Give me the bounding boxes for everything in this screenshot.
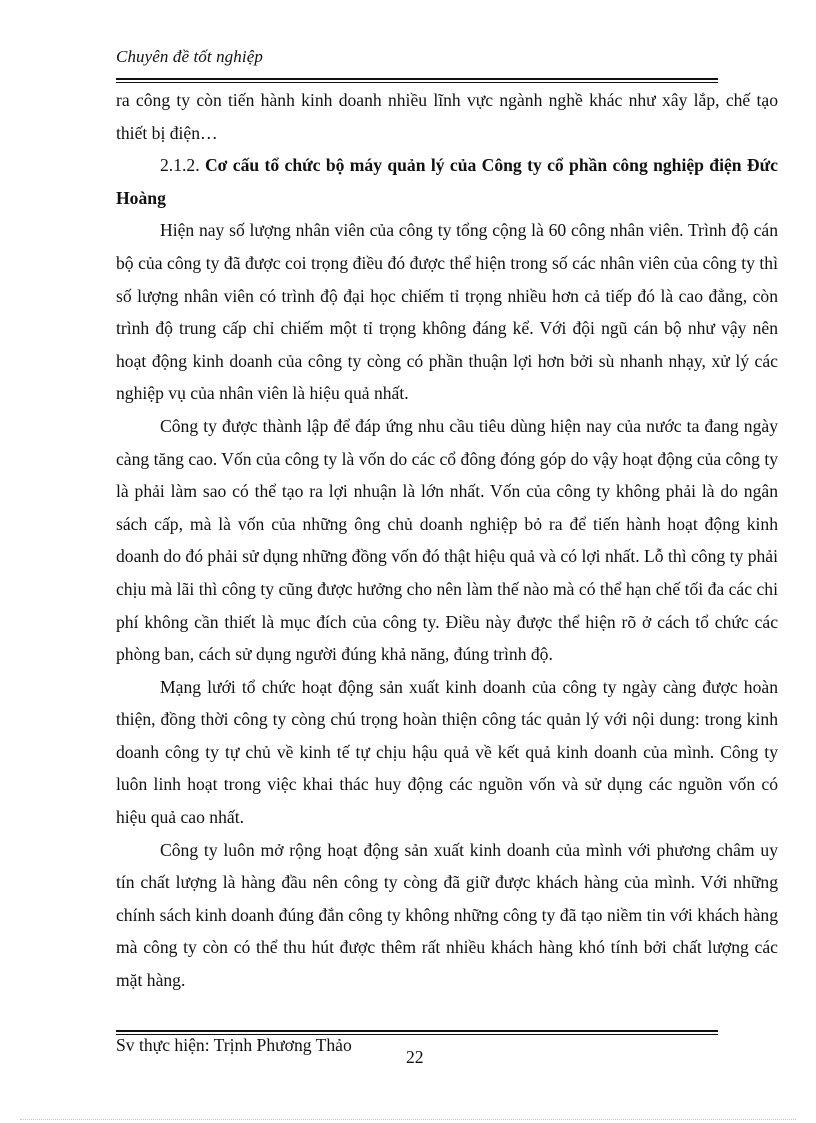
document-body: [116, 84, 778, 997]
section-number: 2.1.2.: [160, 155, 200, 176]
paragraph-capital: Công ty được thành lập để đáp ứng nhu cầu tiêu dùng hiện nay của nước ta đang ngày càng tăng cao. Vốn của công ty là vốn do các cổ đông đóng góp do vậy hoạt động của công ty là phải làm sao có thể tạo ra lợi nhuận là lớn nhất. Vốn của công ty không phải là do ngân sách cấp, mà là vốn của những ông chủ doanh nghiệp bỏ ra để tiến hành hoạt động kinh doanh do đó phải sử dụng những đồng vốn đó thật hiệu quả và có lợi nhất. Lỗ thì công ty phải chịu mà lãi thì công ty cũng được hưởng cho nên làm thế nào mà có thể hạn chế tối đa các chi phí không cần thiết là mục đích của công ty. Điều này được thể hiện rõ ở cách tổ chức các phòng ban, cách sử dụng người đúng khả năng, đúng trình độ.: [116, 415, 778, 665]
page-edge: [20, 1119, 796, 1120]
paragraph-continuation: ra công ty còn tiến hành kinh doanh nhiều lĩnh vực ngành nghề khác như xây lắp, chế tạo thiết bị điện…: [116, 90, 778, 143]
paragraph-network: Mạng lưới tổ chức hoạt động sản xuất kinh doanh của công ty ngày càng được hoàn thiện, đồng thời công ty còng chú trọng hoàn thiện công tác quản lý với nội dung: trong kinh doanh công ty tự chủ về kinh tế tự chịu hậu quả về kết quả kinh doanh của mình. Công ty luôn linh hoạt trong việc khai thác huy động các nguồn vốn và sử dụng các nguồn vốn có hiệu quả cao nhất.: [116, 676, 778, 828]
document-header-title: Chuyên đề tốt nghiệp: [116, 47, 263, 66]
section-heading: [116, 149, 778, 214]
paragraph-staff: Hiện nay số lượng nhân viên của công ty tổng cộng là 60 công nhân viên. Trình độ cán bộ của công ty đã được coi trọng điều đó được thể hiện trong số các nhân viên của công ty thì số lượng nhân viên có trình độ đại học chiếm tỉ trọng nhiều hơn cả tiếp đó là cao đẳng, còn trình độ trung cấp chỉ chiếm một tỉ trọng không đáng kể. Với đội ngũ cán bộ như vậy nên hoạt động kinh doanh của công ty còng có phần thuận lợi hơn bởi sù nhanh nhạy, xử lý các nghiệp vụ của nhân viên là hiệu quả nhất.: [116, 220, 778, 404]
page-number: 22: [406, 1047, 424, 1067]
section-title: Cơ cấu tổ chức bộ máy quản lý của Công ty cổ phần công nghiệp điện Đức Hoàng: [116, 155, 778, 208]
footer-author: Sv thực hiện: Trịnh Phương Thảo: [116, 1035, 352, 1055]
header-divider: [116, 78, 718, 83]
paragraph-expansion: Công ty luôn mở rộng hoạt động sản xuất kinh doanh của mình với phương châm uy tín chất lượng là hàng đầu nên công ty còng đã giữ được khách hàng của mình. Với những chính sách kinh doanh đúng đắn công ty không những công ty đã tạo niềm tin với khách hàng mà công ty còn có thể thu hút được thêm rất nhiều khách hàng khó tính bởi chất lượng các mặt hàng.: [116, 839, 778, 991]
